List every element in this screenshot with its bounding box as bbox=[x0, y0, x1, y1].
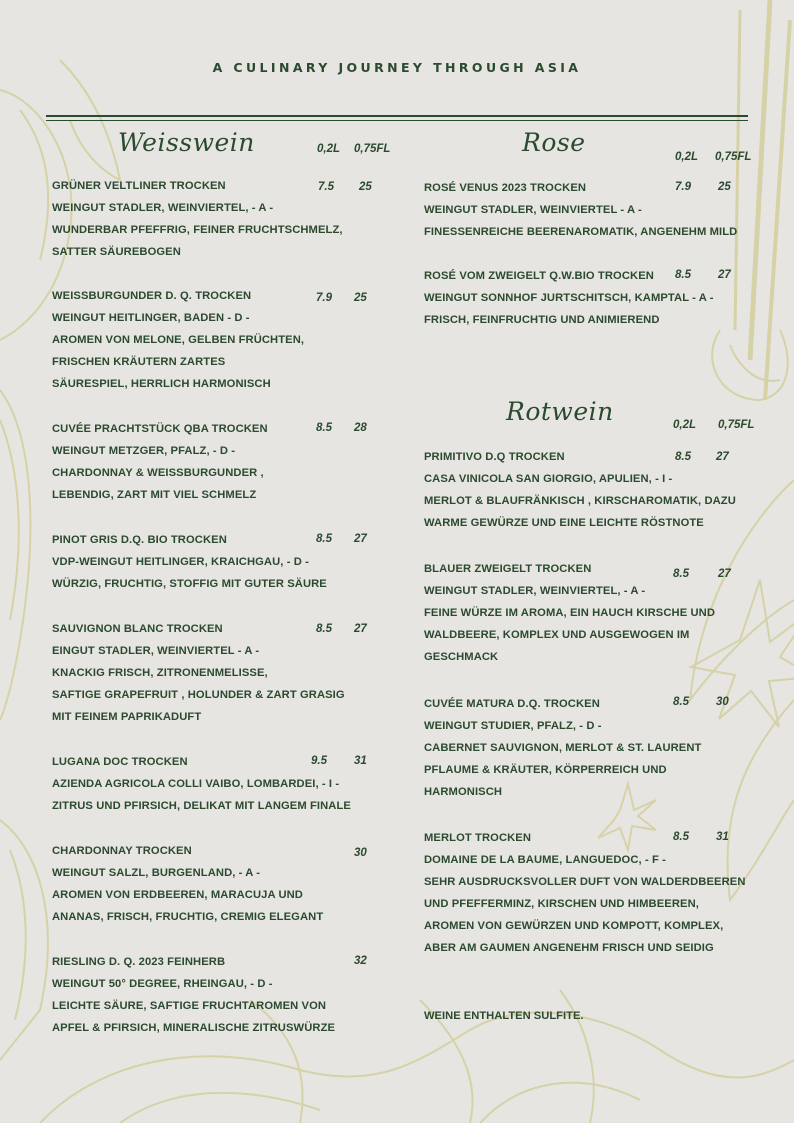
price-small: 8.5 bbox=[316, 623, 332, 635]
wine-detail: WEINGUT SONNHOF JURTSCHITSCH, KAMPTAL - A - bbox=[424, 292, 714, 304]
wine-detail: FINESSENREICHE BEERENAROMATIK, ANGENEHM MILD bbox=[424, 226, 738, 238]
wine-detail: FEINE WÜRZE IM AROMA, EIN HAUCH KIRSCHE UND bbox=[424, 607, 716, 619]
wine-detail: AROMEN VON ERDBEEREN, MARACUJA UND bbox=[52, 889, 303, 901]
wine-detail: SATTER SÄUREBOGEN bbox=[52, 246, 181, 258]
price-large: 28 bbox=[354, 422, 367, 434]
wine-detail: WALDBEERE, KOMPLEX UND AUSGEWOGEN IM bbox=[424, 629, 690, 641]
wine-detail: UND PFEFFERMINZ, KIRSCHEN UND HIMBEEREN, bbox=[424, 898, 699, 910]
wine-detail: EINGUT STADLER, WEINVIERTEL - A - bbox=[52, 645, 260, 657]
wine-detail: CASA VINICOLA SAN GIORGIO, APULIEN, - I - bbox=[424, 473, 673, 485]
price-large: 31 bbox=[716, 831, 729, 843]
wine-detail: WEINGUT METZGER, PFALZ, - D - bbox=[52, 445, 236, 457]
wine-detail: APFEL & PFIRSICH, MINERALISCHE ZITRUSWÜRZE bbox=[52, 1022, 336, 1034]
price-large: 27 bbox=[718, 568, 731, 580]
wine-entry bbox=[424, 827, 746, 959]
headline-rule-bottom bbox=[46, 120, 748, 121]
wine-detail: CHARDONNAY & WEISSBURGUNDER , bbox=[52, 467, 264, 479]
section-title-weisswein: Weisswein bbox=[118, 128, 255, 157]
wine-detail: VDP-WEINGUT HEITLINGER, KRAICHGAU, - D - bbox=[52, 556, 309, 568]
price-large: 25 bbox=[718, 181, 731, 193]
wine-entry bbox=[52, 840, 323, 928]
wine-detail: LEBENDIG, ZART MIT VIEL SCHMELZ bbox=[52, 489, 257, 501]
wine-detail: MIT FEINEM PAPRIKADUFT bbox=[52, 711, 202, 723]
wine-detail: ANANAS, FRISCH, FRUCHTIG, CREMIG ELEGANT bbox=[52, 911, 324, 923]
wine-detail: SAFTIGE GRAPEFRUIT , HOLUNDER & ZART GRASIG bbox=[52, 689, 345, 701]
wine-detail: WEINGUT STADLER, WEINVIERTEL - A - bbox=[424, 204, 642, 216]
price-large: 27 bbox=[354, 533, 367, 545]
price-small: 8.5 bbox=[675, 269, 691, 281]
wine-detail: WEINGUT SALZL, BURGENLAND, - A - bbox=[52, 867, 261, 879]
price-large: 32 bbox=[354, 955, 367, 967]
price-large: 30 bbox=[354, 847, 367, 859]
wine-detail: ABER AM GAUMEN ANGENEHM FRISCH UND SEIDIG bbox=[424, 942, 714, 954]
wine-name: ROSÉ VENUS 2023 TROCKEN bbox=[424, 182, 587, 194]
size-head-rose-large: 0,75FL bbox=[715, 151, 752, 163]
price-small: 8.5 bbox=[316, 422, 332, 434]
wine-detail: DOMAINE DE LA BAUME, LANGUEDOC, - F - bbox=[424, 854, 666, 866]
wine-entry bbox=[424, 558, 715, 668]
wine-name: PINOT GRIS D.Q. BIO TROCKEN bbox=[52, 534, 227, 546]
wine-detail: GESCHMACK bbox=[424, 651, 499, 663]
price-large: 25 bbox=[359, 181, 372, 193]
wine-name: PRIMITIVO D.Q TROCKEN bbox=[424, 451, 565, 463]
wine-detail: WEINGUT HEITLINGER, BADEN - D - bbox=[52, 312, 250, 324]
wine-entry bbox=[52, 418, 268, 506]
wine-entry bbox=[52, 529, 327, 595]
price-large: 30 bbox=[716, 696, 729, 708]
price-large: 27 bbox=[354, 623, 367, 635]
wine-detail: WARME GEWÜRZE UND EINE LEICHTE RÖSTNOTE bbox=[424, 517, 704, 529]
price-small: 7.9 bbox=[675, 181, 691, 193]
wine-entry bbox=[52, 285, 304, 395]
sulfite-note: WEINE ENTHALTEN SULFITE. bbox=[424, 1010, 584, 1022]
section-title-rose: Rose bbox=[522, 128, 586, 157]
price-small: 7.5 bbox=[318, 181, 334, 193]
price-large: 31 bbox=[354, 755, 367, 767]
size-head-weisswein-small: 0,2L bbox=[317, 143, 341, 155]
wine-detail: AROMEN VON MELONE, GELBEN FRÜCHTEN, bbox=[52, 334, 305, 346]
price-small: 7.9 bbox=[316, 292, 332, 304]
wine-name: ROSÉ VOM ZWEIGELT Q.W.BIO TROCKEN bbox=[424, 270, 654, 282]
wine-name: BLAUER ZWEIGELT TROCKEN bbox=[424, 563, 592, 575]
wine-detail: WEINGUT STADLER, WEINVIERTEL, - A - bbox=[52, 202, 274, 214]
wine-detail: WEINGUT 50° DEGREE, RHEINGAU, - D - bbox=[52, 978, 273, 990]
section-title-rotwein: Rotwein bbox=[506, 397, 614, 426]
price-small: 8.5 bbox=[673, 696, 689, 708]
wine-detail: WUNDERBAR PFEFFRIG, FEINER FRUCHTSCHMELZ, bbox=[52, 224, 343, 236]
wine-detail: ZITRUS UND PFIRSICH, DELIKAT MIT LANGEM FINALE bbox=[52, 800, 351, 812]
wine-entry bbox=[424, 693, 701, 803]
wine-detail: WEINGUT STUDIER, PFALZ, - D - bbox=[424, 720, 602, 732]
wine-detail: WEINGUT STADLER, WEINVIERTEL, - A - bbox=[424, 585, 646, 597]
wine-name: GRÜNER VELTLINER TROCKEN bbox=[52, 180, 226, 192]
wine-detail: HARMONISCH bbox=[424, 786, 503, 798]
price-large: 27 bbox=[718, 269, 731, 281]
price-small: 8.5 bbox=[675, 451, 691, 463]
wine-detail: SÄURESPIEL, HERRLICH HARMONISCH bbox=[52, 378, 271, 390]
wine-name: CHARDONNAY TROCKEN bbox=[52, 845, 192, 857]
wine-name: SAUVIGNON BLANC TROCKEN bbox=[52, 623, 223, 635]
price-small: 8.5 bbox=[673, 831, 689, 843]
size-head-rotwein-large: 0,75FL bbox=[718, 419, 755, 431]
wine-detail: KNACKIG FRISCH, ZITRONENMELISSE, bbox=[52, 667, 268, 679]
wine-detail: AZIENDA AGRICOLA COLLI VAIBO, LOMBARDEI, - I - bbox=[52, 778, 340, 790]
size-head-rose-small: 0,2L bbox=[675, 151, 699, 163]
wine-entry bbox=[52, 175, 343, 263]
wine-entry bbox=[52, 618, 345, 728]
wine-detail: FRISCH, FEINFRUCHTIG UND ANIMIEREND bbox=[424, 314, 660, 326]
price-small: 9.5 bbox=[311, 755, 327, 767]
price-small: 8.5 bbox=[316, 533, 332, 545]
wine-name: RIESLING D. Q. 2023 FEINHERB bbox=[52, 956, 226, 968]
wine-detail: WÜRZIG, FRUCHTIG, STOFFIG MIT GUTER SÄURE bbox=[52, 578, 327, 590]
wine-name: CUVÉE PRACHTSTÜCK QBA TROCKEN bbox=[52, 423, 268, 435]
wine-name: WEISSBURGUNDER D. Q. TROCKEN bbox=[52, 290, 252, 302]
wine-detail: MERLOT & BLAUFRÄNKISCH , KIRSCHAROMATIK, DAZU bbox=[424, 495, 736, 507]
page-headline: A CULINARY JOURNEY THROUGH ASIA bbox=[212, 60, 582, 75]
price-small: 8.5 bbox=[673, 568, 689, 580]
wine-detail: CABERNET SAUVIGNON, MERLOT & ST. LAURENT bbox=[424, 742, 702, 754]
wine-detail: AROMEN VON GEWÜRZEN UND KOMPOTT, KOMPLEX, bbox=[424, 920, 724, 932]
wine-name: CUVÉE MATURA D.Q. TROCKEN bbox=[424, 698, 600, 710]
size-head-weisswein-large: 0,75FL bbox=[354, 143, 391, 155]
wine-entry bbox=[52, 751, 351, 817]
wine-entry bbox=[424, 265, 714, 331]
headline-rule-top bbox=[46, 115, 748, 117]
wine-entry bbox=[52, 951, 335, 1039]
price-large: 27 bbox=[716, 451, 729, 463]
wine-detail: FRISCHEN KRÄUTERN ZARTES bbox=[52, 356, 226, 368]
wine-detail: PFLAUME & KRÄUTER, KÖRPERREICH UND bbox=[424, 764, 667, 776]
price-large: 25 bbox=[354, 292, 367, 304]
wine-detail: LEICHTE SÄURE, SAFTIGE FRUCHTAROMEN VON bbox=[52, 1000, 327, 1012]
wine-name: LUGANA DOC TROCKEN bbox=[52, 756, 188, 768]
size-head-rotwein-small: 0,2L bbox=[673, 419, 697, 431]
wine-name: MERLOT TROCKEN bbox=[424, 832, 532, 844]
wine-detail: SEHR AUSDRUCKSVOLLER DUFT VON WALDERDBEEREN bbox=[424, 876, 746, 888]
